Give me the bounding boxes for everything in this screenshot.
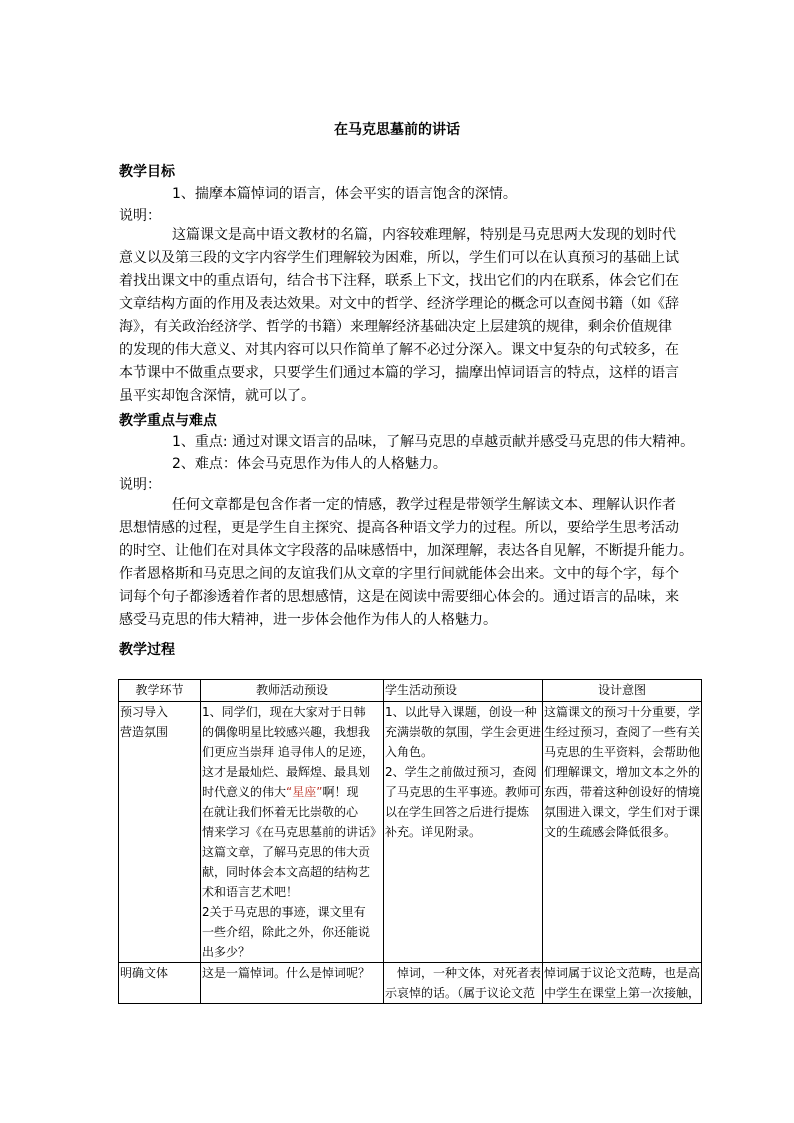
cell-line: 文的生疏感会降低很多。 bbox=[544, 825, 677, 839]
cell-line: 入角色。 bbox=[385, 745, 434, 759]
cell-line: 充满崇敬的氛围，学生会更进 bbox=[385, 725, 542, 739]
cell-line: 这篇文章，了解马克思的伟大贡 bbox=[202, 845, 371, 859]
paragraph-line: 的发现的伟大意义、对其内容可以只作简单了解不必过分深入。课文中复杂的句式较多，在 bbox=[119, 342, 679, 358]
teacher-activity-cell bbox=[201, 702, 384, 963]
paragraph-line: 作者恩格斯和马克思之间的友谊我们从文章的字里行间就能体会出来。文中的每个字，每个 bbox=[119, 566, 679, 582]
table-header-row bbox=[119, 680, 702, 702]
paragraph-line: 词每个句子都渗透着作者的思想感情，这是在阅读中需要细心体会的。通过语言的品味，来 bbox=[119, 589, 679, 605]
cell-line: 在就让我们怀着无比崇敬的心 bbox=[202, 805, 359, 819]
cell-line: 预习导入 bbox=[120, 705, 169, 719]
table-row bbox=[119, 702, 702, 963]
cell-line: 了马克思的生平事迹。教师可 bbox=[385, 785, 542, 799]
cell-line: 2、学生之前做过预习，查阅 bbox=[385, 765, 537, 779]
cell-line: 示哀悼的话。（属于议论文范 bbox=[385, 986, 536, 1000]
cell-line: 献，同时体会本文高超的结构艺 bbox=[202, 865, 371, 879]
cell-line: 的偶像明星比较感兴趣，我想我 bbox=[202, 725, 371, 739]
cell-line: 明确文体 bbox=[120, 966, 169, 980]
paragraph-line: 虽平实却饱含深情，就可以了。 bbox=[119, 388, 315, 404]
column-header: 设计意图 bbox=[543, 680, 702, 702]
highlighted-text: “星座” bbox=[286, 785, 323, 799]
cell-line: 这篇课文的预习十分重要，学 bbox=[544, 705, 701, 719]
goals-heading: 教学目标 bbox=[119, 164, 175, 180]
cell-line: 以在学生回答之后进行提炼 bbox=[385, 805, 530, 819]
cell-line: 这才是最灿烂、最辉煌、最具划 bbox=[202, 765, 371, 779]
stage-cell bbox=[119, 702, 201, 963]
cell-line: 补充。详见附录。 bbox=[385, 825, 482, 839]
cell-line: 这是一篇悼词。什么是悼词呢？ bbox=[202, 966, 371, 980]
paragraph-line: 感受马克思的伟大精神，进一步体会他作为伟人的人格魅力。 bbox=[119, 612, 497, 628]
student-activity-cell bbox=[384, 702, 543, 963]
document-title: 在马克思墓前的讲话 bbox=[334, 122, 460, 138]
cell-line: 们更应当崇拜 追寻伟人的足迹， bbox=[202, 745, 374, 759]
cell-line: 1、同学们，现在大家对于日韩 bbox=[202, 705, 366, 719]
keypoints-note-label: 说明： bbox=[119, 477, 161, 493]
design-intent-cell bbox=[543, 963, 702, 1004]
cell-line: 术和语言艺术吧！ bbox=[202, 885, 299, 899]
cell-line: 氛围进入课文，学生们对于课 bbox=[544, 805, 701, 819]
cell-line: 东西，带着这种创设好的情境 bbox=[544, 785, 701, 799]
process-heading: 教学过程 bbox=[119, 642, 175, 658]
cell-line: 1、以此导入课题，创设一种 bbox=[385, 705, 537, 719]
keypoints-heading: 教学重点与难点 bbox=[119, 413, 217, 429]
cell-line: 悼词，一种文体，对死者表 bbox=[385, 966, 542, 980]
cell-line: 生经过预习，查阅了一些有关 bbox=[544, 725, 701, 739]
column-header: 教师活动预设 bbox=[201, 680, 384, 702]
paragraph-line: 这篇课文是高中语文教材的名篇，内容较难理解，特别是马克思两大发现的划时代 bbox=[172, 227, 676, 243]
paragraph-line: 思想情感的过程，更是学生自主探究、提高各种语文学力的过程。所以，要给学生思考活动 bbox=[119, 520, 679, 536]
paragraph-line: 意义以及第三段的文字内容学生们理解较为困难，所以，学生们可以在认真预习的基础上试 bbox=[119, 250, 679, 266]
goals-item-1: 1、揣摩本篇悼词的语言，体会平实的语言饱含的深情。 bbox=[172, 186, 517, 202]
process-table bbox=[118, 679, 702, 1004]
table-row bbox=[119, 963, 702, 1004]
keypoints-item-2: 2、难点：体会马克思作为伟人的人格魅力。 bbox=[172, 456, 447, 472]
cell-line bbox=[202, 782, 382, 802]
cell-line: 马克思的生平资料，会帮助他 bbox=[544, 745, 701, 759]
cell-line: 营造氛围 bbox=[120, 725, 169, 739]
goals-note-label: 说明： bbox=[119, 208, 161, 224]
text-run: 啊！现 bbox=[322, 785, 359, 799]
column-header: 教学环节 bbox=[119, 680, 201, 702]
cell-line: 们理解课文，增加文本之外的 bbox=[544, 765, 701, 779]
text-run: 时代意义的伟大 bbox=[202, 785, 287, 799]
cell-line: 悼词属于议论文范畴，也是高 bbox=[544, 966, 701, 980]
paragraph-line: 本节课中不做重点要求，只要学生们通过本篇的学习，揣摩出悼词语言的特点，这样的语言 bbox=[119, 365, 679, 381]
stage-cell bbox=[119, 963, 201, 1004]
cell-line: 情来学习《在马克思墓前的讲话》 bbox=[202, 825, 383, 839]
cell-line: 中学生在课堂上第一次接触， bbox=[544, 986, 701, 1000]
cell-line: 一些介绍，除此之外，你还能说 bbox=[202, 925, 371, 939]
student-activity-cell bbox=[384, 963, 543, 1004]
paragraph-line: 的时空、让他们在对具体文字段落的品味感悟中，加深理解，表达各自见解，不断提升能力。 bbox=[119, 543, 693, 559]
paragraph-line: 海》，有关政治经济学、哲学的书籍）来理解经济基础决定上层建筑的规律，剩余价值规律 bbox=[119, 319, 672, 335]
cell-line: 2关于马克思的事迹，课文里有 bbox=[202, 905, 366, 919]
keypoints-note-paragraph bbox=[119, 494, 693, 632]
paragraph-line: 文章结构方面的作用及表达效果。对文中的哲学、经济学理论的概念可以查阅书籍（如《辞 bbox=[119, 296, 679, 312]
teacher-activity-cell bbox=[201, 963, 384, 1004]
goals-note-paragraph bbox=[119, 224, 679, 408]
paragraph-line: 着找出课文中的重点语句，结合书下注释，联系上下文，找出它们的内在联系，体会它们在 bbox=[119, 273, 679, 289]
design-intent-cell bbox=[543, 702, 702, 963]
column-header: 学生活动预设 bbox=[384, 680, 543, 702]
cell-line: 出多少？ bbox=[202, 945, 251, 959]
paragraph-line: 任何文章都是包含作者一定的情感，教学过程是带领学生解读文本、理解认识作者 bbox=[172, 497, 676, 513]
keypoints-item-1: 1、重点: 通过对课文语言的品味，了解马克思的卓越贡献并感受马克思的伟大精神。 bbox=[172, 434, 695, 450]
